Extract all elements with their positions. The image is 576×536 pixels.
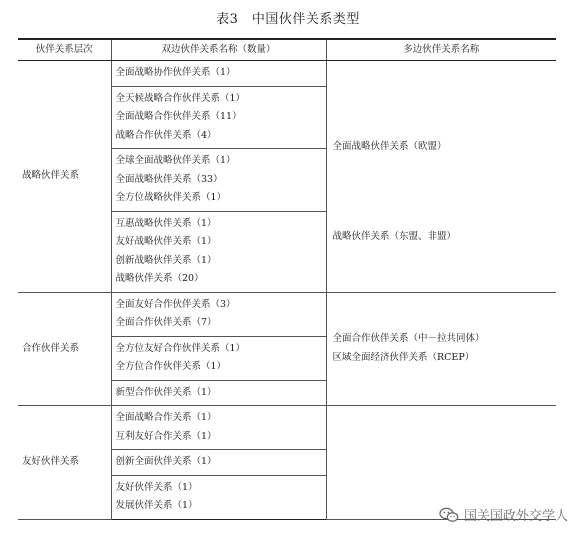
table-caption: 表3 中国伙伴关系类型 bbox=[216, 12, 360, 27]
bilateral-item: 新型合作伙伴关系（1） bbox=[115, 386, 217, 398]
bilateral-item: 发展伙伴关系（1） bbox=[115, 500, 198, 511]
bilateral-item: 友好战略伙伴关系（1） bbox=[115, 236, 217, 247]
bilateral-group bbox=[111, 211, 326, 292]
bilateral-item: 创新全面伙伴关系（1） bbox=[115, 456, 217, 467]
multilateral-item: 战略伙伴关系（东盟、非盟） bbox=[332, 231, 457, 242]
partnership-table bbox=[18, 38, 556, 520]
multilateral-item: 全面合作伙伴关系（中－拉共同体） bbox=[332, 333, 485, 345]
bilateral-group bbox=[111, 86, 326, 149]
watermark bbox=[439, 505, 568, 524]
tier-strategic-level: 战略伙伴关系 bbox=[18, 61, 111, 293]
watermark-text: 国关国政外交学人 bbox=[463, 509, 568, 524]
bilateral-item: 全方位战略伙伴关系（1） bbox=[115, 192, 227, 203]
bilateral-item: 互利友好合作关系（1） bbox=[115, 430, 217, 442]
header-row bbox=[18, 39, 556, 61]
bilateral-item: 友好伙伴关系（1） bbox=[115, 481, 198, 493]
table-row bbox=[18, 406, 556, 450]
bilateral-group bbox=[111, 292, 326, 336]
bilateral-item: 全面友好合作伙伴关系（3） bbox=[115, 298, 236, 310]
bilateral-item: 战略伙伴关系（20） bbox=[115, 273, 204, 284]
bilateral-group bbox=[111, 61, 326, 87]
bilateral-group bbox=[111, 475, 326, 519]
table-row bbox=[18, 61, 556, 87]
tier-friendly-level: 友好伙伴关系 bbox=[18, 406, 111, 520]
bilateral-group bbox=[111, 450, 326, 476]
bilateral-group bbox=[111, 380, 326, 406]
tier-cooperative-multilateral bbox=[326, 292, 556, 406]
multilateral-item: 全面战略伙伴关系（欧盟） bbox=[332, 141, 447, 152]
bilateral-item: 全方位合作伙伴关系（1） bbox=[115, 361, 227, 372]
tier-cooperative-level: 合作伙伴关系 bbox=[18, 292, 111, 406]
bilateral-item: 全面战略伙伴关系（33） bbox=[115, 173, 223, 185]
bilateral-item: 全方位友好合作伙伴关系（1） bbox=[115, 342, 246, 354]
wechat-icon bbox=[439, 507, 459, 523]
table-row bbox=[18, 292, 556, 336]
bilateral-item: 全天候战略合作伙伴关系（1） bbox=[115, 92, 246, 104]
bilateral-item: 全球全面战略伙伴关系（1） bbox=[115, 155, 236, 166]
header-bilateral: 双边伙伴关系名称（数量） bbox=[111, 39, 326, 61]
tier-friendly-multilateral bbox=[326, 406, 556, 520]
bilateral-item: 全面战略协作伙伴关系（1） bbox=[115, 67, 236, 78]
multilateral-item: 区域全面经济伙伴关系（RCEP） bbox=[332, 351, 475, 363]
header-level: 伙伴关系层次 bbox=[18, 39, 111, 61]
bilateral-group bbox=[111, 336, 326, 380]
bilateral-item: 战略合作伙伴关系（4） bbox=[115, 129, 217, 141]
bilateral-item: 全面战略合作关系（1） bbox=[115, 412, 217, 423]
tier-strategic-multilateral bbox=[326, 61, 556, 293]
bilateral-item: 全面合作伙伴关系（7） bbox=[115, 317, 217, 328]
bilateral-item: 全面战略合作伙伴关系（11） bbox=[115, 111, 242, 122]
bilateral-group bbox=[111, 406, 326, 450]
header-multilateral: 多边伙伴关系名称 bbox=[326, 39, 556, 61]
bilateral-item: 互惠战略伙伴关系（1） bbox=[115, 217, 217, 229]
bilateral-group bbox=[111, 149, 326, 212]
bilateral-item: 创新战略伙伴关系（1） bbox=[115, 254, 217, 266]
